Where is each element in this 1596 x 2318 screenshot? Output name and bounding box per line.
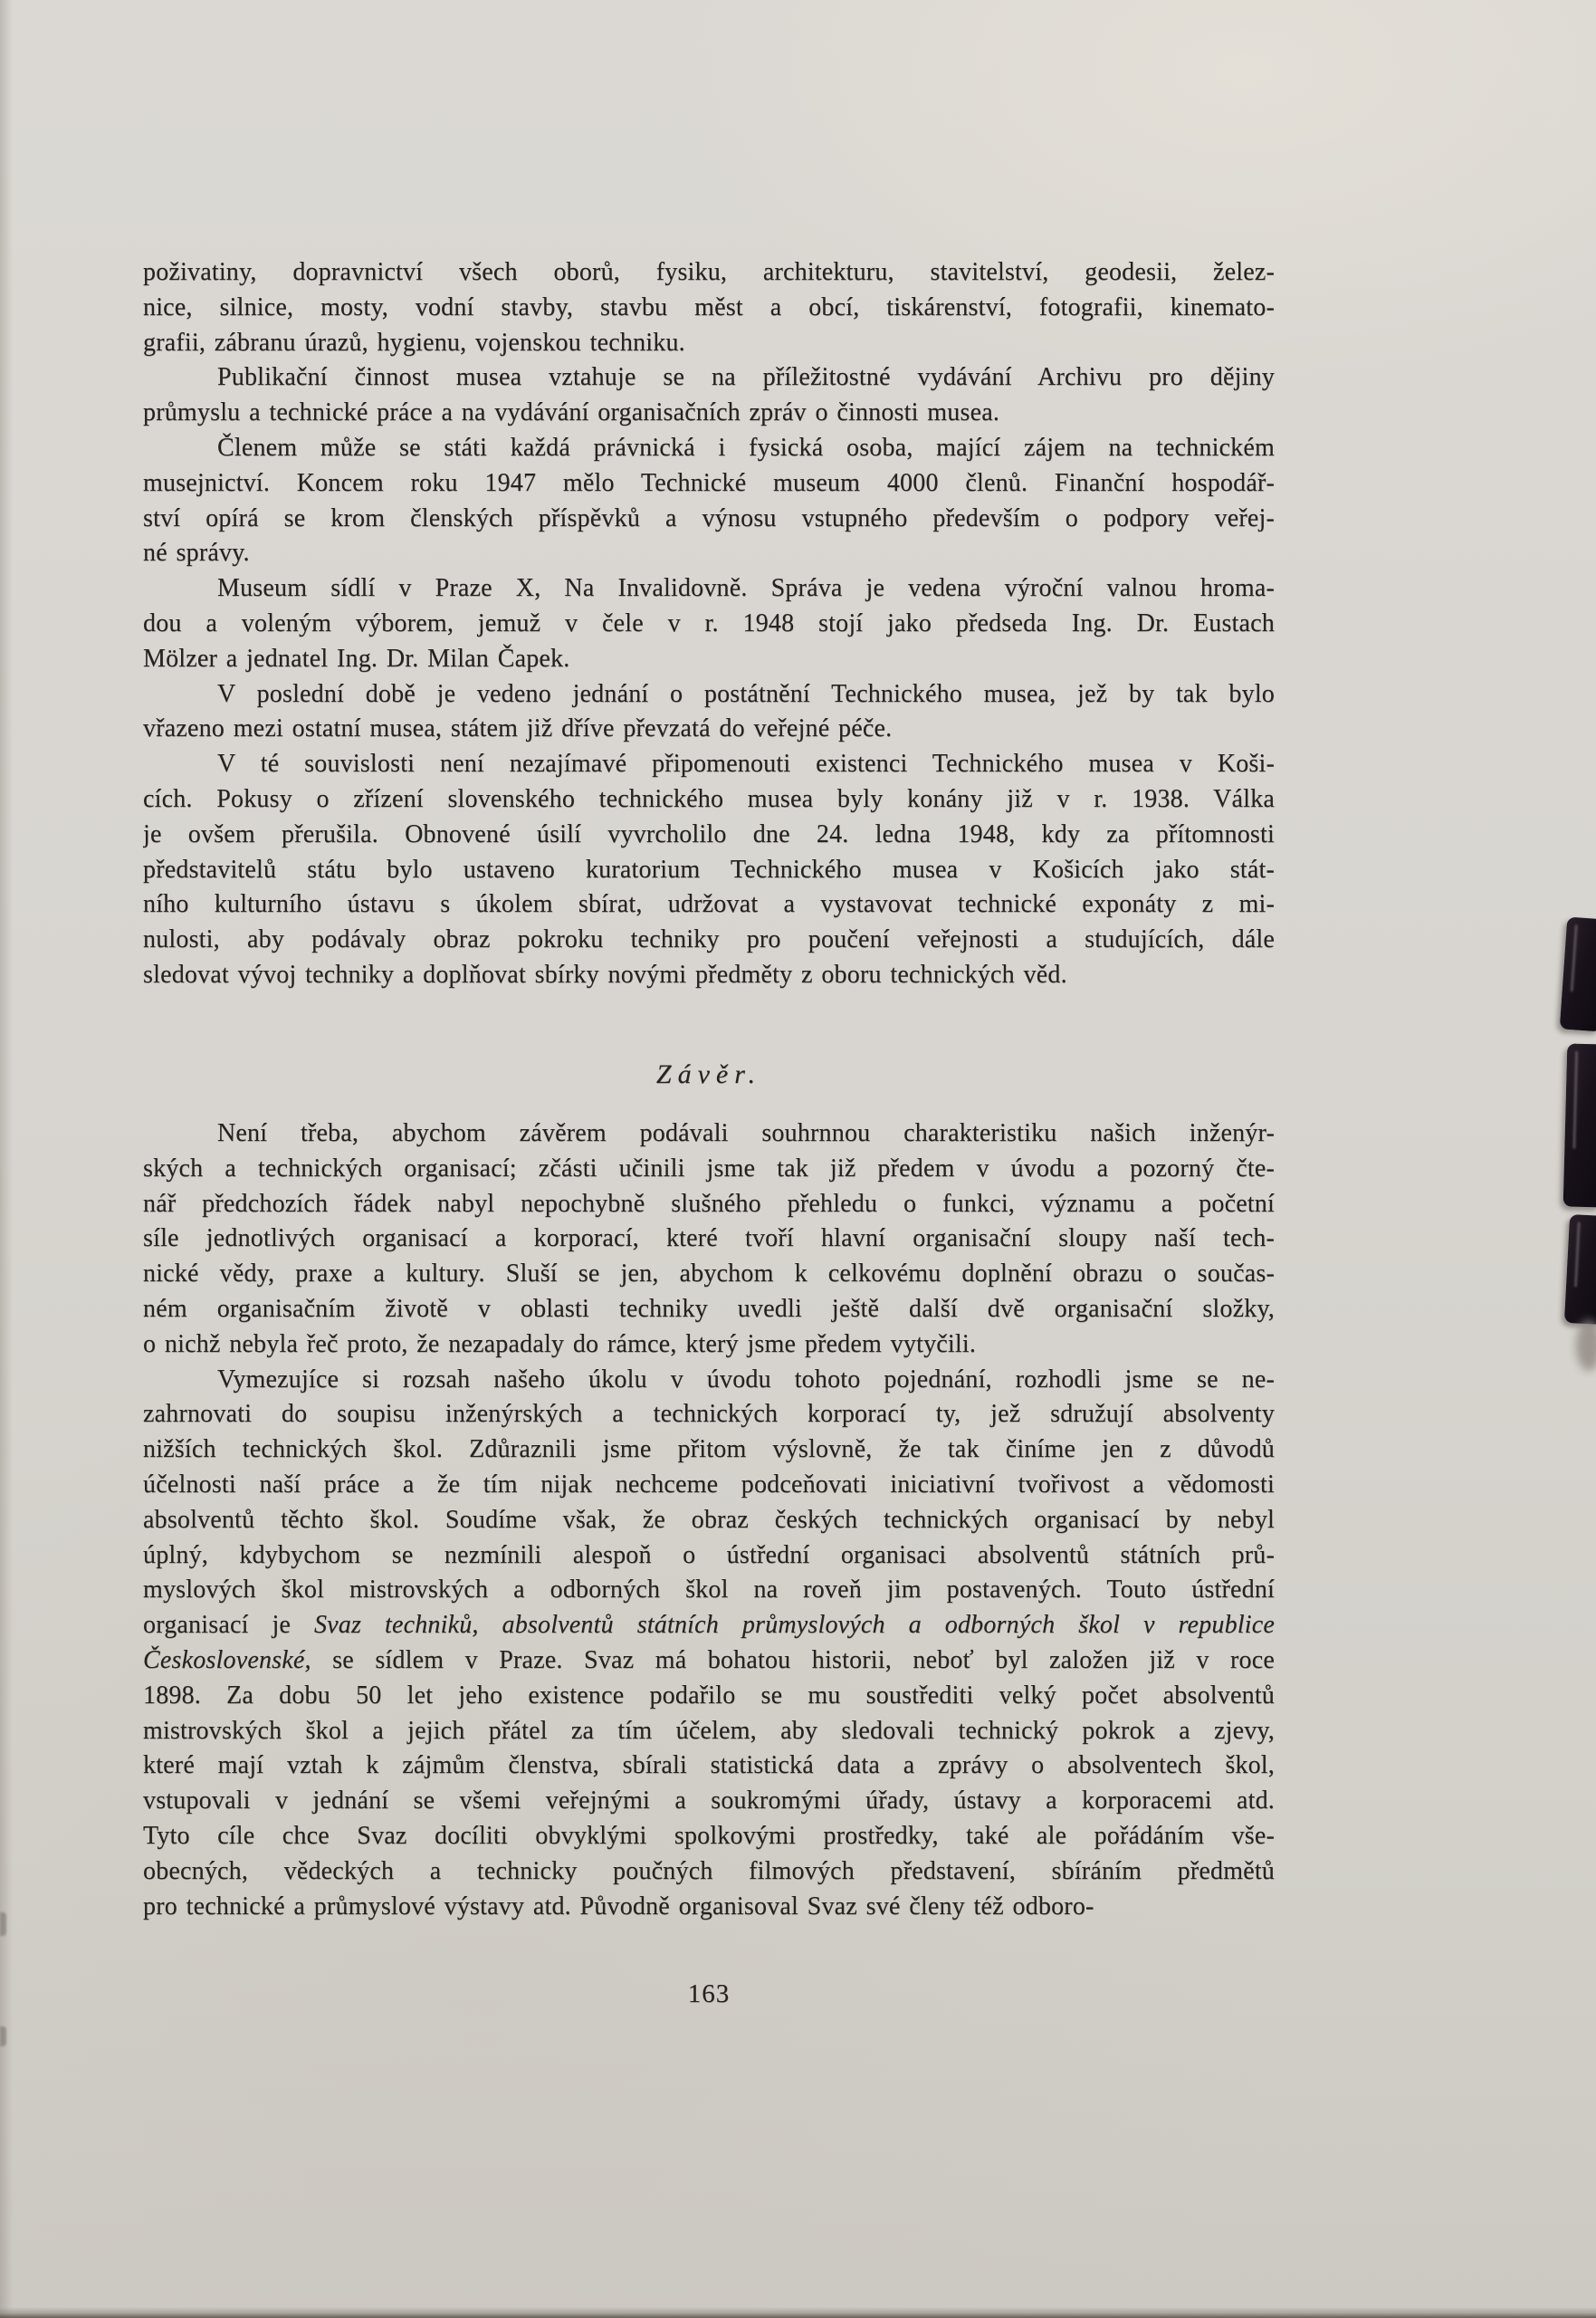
paragraph: [143, 431, 1275, 571]
text-line: o nichž nebyla řeč proto, že nezapadaly do rámce, který jsme předem vytyčili.: [143, 1329, 977, 1358]
italic-text: Svaz techniků, absolventů státních průmyslových a odborných škol v republice: [313, 1611, 1275, 1640]
binding-clip-top: [1560, 917, 1596, 1032]
text-line: Museum sídlí v Praze X, Na Invalidovně. Správa je vedena výroční valnou hroma-: [217, 574, 1275, 603]
paper-left-edge-shade: [0, 0, 13, 2318]
page-bottom-edge: [0, 2307, 1596, 2318]
italic-text: Československé,: [143, 1645, 311, 1674]
clip-highlight: [1574, 1221, 1581, 1287]
paper-fold-mark: [0, 2026, 6, 2046]
text-line: pro technické a průmyslové výstavy atd. Původně organisoval Svaz své členy též odboro-: [143, 1892, 1094, 1920]
text-line: Vymezujíce si rozsah našeho úkolu v úvodu tohoto pojednání, rozhodli jsme se ne-: [217, 1365, 1275, 1394]
page-number: 163: [687, 1979, 731, 2008]
clip-highlight: [1572, 1051, 1578, 1149]
paragraph: [143, 1116, 1275, 1363]
paragraph: [143, 255, 1275, 360]
binding-clip-shadow: [1576, 1320, 1596, 1371]
text-line: mistrovských škol a jejich přátel za tím účelem, aby sledovali technický pokrok a zjevy,: [143, 1716, 1275, 1745]
text-line: ských a technických organisací; zčásti učinili jsme tak již předem v úvodu a pozorný čte-: [143, 1154, 1275, 1183]
text-line: nižších technických škol. Zdůraznili jsme přitom výslovně, že tak činíme jen z důvodů: [143, 1435, 1275, 1464]
text-line: průmyslu a technické práce a na vydávání organisačních zpráv o činnosti musea.: [143, 398, 1000, 427]
text-line: Tyto cíle chce Svaz docíliti obvyklými spolkovými prostředky, také ale pořádáním vše-: [143, 1821, 1275, 1850]
text-line: které mají vztah k zájmům členstva, sbírali statistická data a zprávy o absolventech škol,: [143, 1751, 1275, 1780]
section-heading: Závěr.: [655, 1059, 762, 1089]
text-line: je ovšem přerušila. Obnovené úsilí vyvrcholilo dne 24. ledna 1948, kdy za přítomnosti: [143, 819, 1275, 848]
text-line: Není třeba, abychom závěrem podávali souhrnnou charakteristiku našich inženýr-: [217, 1119, 1275, 1147]
text-line: cích. Pokusy o zřízení slovenského technického musea byly konány již v r. 1938. Válka: [143, 784, 1275, 813]
text-line: [143, 1643, 1275, 1679]
text-line: obecných, vědeckých a technicky poučných filmových představení, sbíráním předmětů: [143, 1856, 1275, 1885]
text-line: grafii, zábranu úrazů, hygienu, vojenskou techniku.: [143, 328, 685, 357]
text-segment: organisací je: [143, 1611, 314, 1640]
text-segment: se sídlem v Praze. Svaz má bohatou historii, neboť byl založen již v roce: [311, 1645, 1275, 1674]
body-text-block-2: [143, 1116, 1275, 1924]
body-text-block-1: [143, 255, 1275, 993]
paragraph: [143, 360, 1275, 431]
text-line: nice, silnice, mosty, vodní stavby, stavbu měst a obcí, tiskárenství, fotografii, kinemato-: [143, 292, 1275, 321]
text-line: V té souvislosti není nezajímavé připomenouti existenci Technického musea v Koši-: [217, 750, 1275, 779]
paragraph: [143, 747, 1275, 993]
clip-highlight: [1571, 924, 1578, 991]
text-line: nické vědy, praxe a kultury. Sluší se jen, abychom k celkovému doplnění obrazu o součas-: [143, 1260, 1275, 1288]
text-line: myslových škol mistrovských a odborných škol na roveň jim postavených. Touto ústřední: [143, 1576, 1275, 1604]
text-line: úplný, kdybychom se nezmínili alespoň o ústřední organisaci absolventů státních prů-: [143, 1540, 1275, 1569]
paper-fold-mark: [0, 1912, 6, 1936]
text-line: Mölzer a jednatel Ing. Dr. Milan Čapek.: [143, 644, 570, 673]
text-line: 1898. Za dobu 50 let jeho existence podařilo se mu soustřediti velký počet absolventů: [143, 1681, 1275, 1710]
text-line: vstupovali v jednání se všemi veřejnými a soukromými úřady, ústavy a korporacemi atd.: [143, 1786, 1275, 1815]
text-line: Publikační činnost musea vztahuje se na příležitostné vydávání Archivu pro dějiny: [217, 363, 1275, 392]
text-line: ném organisačním životě v oblasti techniky uvedli ještě další dvě organisační složky,: [143, 1294, 1275, 1323]
text-line: představitelů státu bylo ustaveno kuratorium Technického musea v Košicích jako stát-: [143, 855, 1275, 884]
text-line: [143, 1608, 1275, 1643]
text-line: účelnosti naší práce a že tím nijak nechceme podceňovati iniciativní tvořivost a vědomosti: [143, 1470, 1275, 1499]
text-line: nulosti, aby podávaly obraz pokroku techniky pro poučení veřejnosti a studujících, dále: [143, 925, 1275, 954]
text-line: né správy.: [143, 539, 250, 568]
text-line: poživatiny, dopravnictví všech oborů, fysiku, architekturu, stavitelství, geodesii, želez-: [143, 258, 1275, 286]
paragraph: [143, 571, 1275, 676]
text-line: Členem může se státi každá právnická i fysická osoba, mající zájem na technickém: [217, 433, 1275, 462]
text-line: musejnictví. Koncem roku 1947 mělo Technické museum 4000 členů. Finanční hospodář-: [143, 468, 1275, 497]
text-line: ství opírá se krom členských příspěvků a výnosu vstupného především o podpory veřej-: [143, 503, 1275, 532]
text-line: absolventů těchto škol. Soudíme však, že obraz českých technických organisací by nebyl: [143, 1505, 1275, 1534]
text-line: dou a voleným výborem, jemuž v čele v r. 1948 stojí jako předseda Ing. Dr. Eustach: [143, 608, 1275, 637]
text-line: ního kulturního ústavu s úkolem sbírat, udržovat a vystavovat technické exponáty z mi-: [143, 890, 1275, 919]
text-line: V poslední době je vedeno jednání o postátnění Technického musea, jež by tak bylo: [217, 679, 1275, 708]
binding-clip-middle: [1563, 1043, 1596, 1207]
paragraph: [143, 1363, 1275, 1925]
binding-clip-bottom: [1564, 1214, 1596, 1325]
text-line: nář předchozích řádek nabyl nepochybně slušného přehledu o funkci, významu a početní: [143, 1189, 1275, 1218]
text-line: sledovat vývoj techniky a doplňovat sbírky novými předměty z oboru technických věd.: [143, 960, 1067, 989]
text-line: vřazeno mezi ostatní musea, státem již dříve převzatá do veřejné péče.: [143, 714, 893, 743]
text-line: zahrnovati do soupisu inženýrských a technických korporací ty, jež sdružují absolventy: [143, 1400, 1275, 1429]
text-line: síle jednotlivých organisací a korporací, které tvoří hlavní organisační sloupy naší tech-: [143, 1224, 1275, 1253]
paragraph: [143, 677, 1275, 748]
